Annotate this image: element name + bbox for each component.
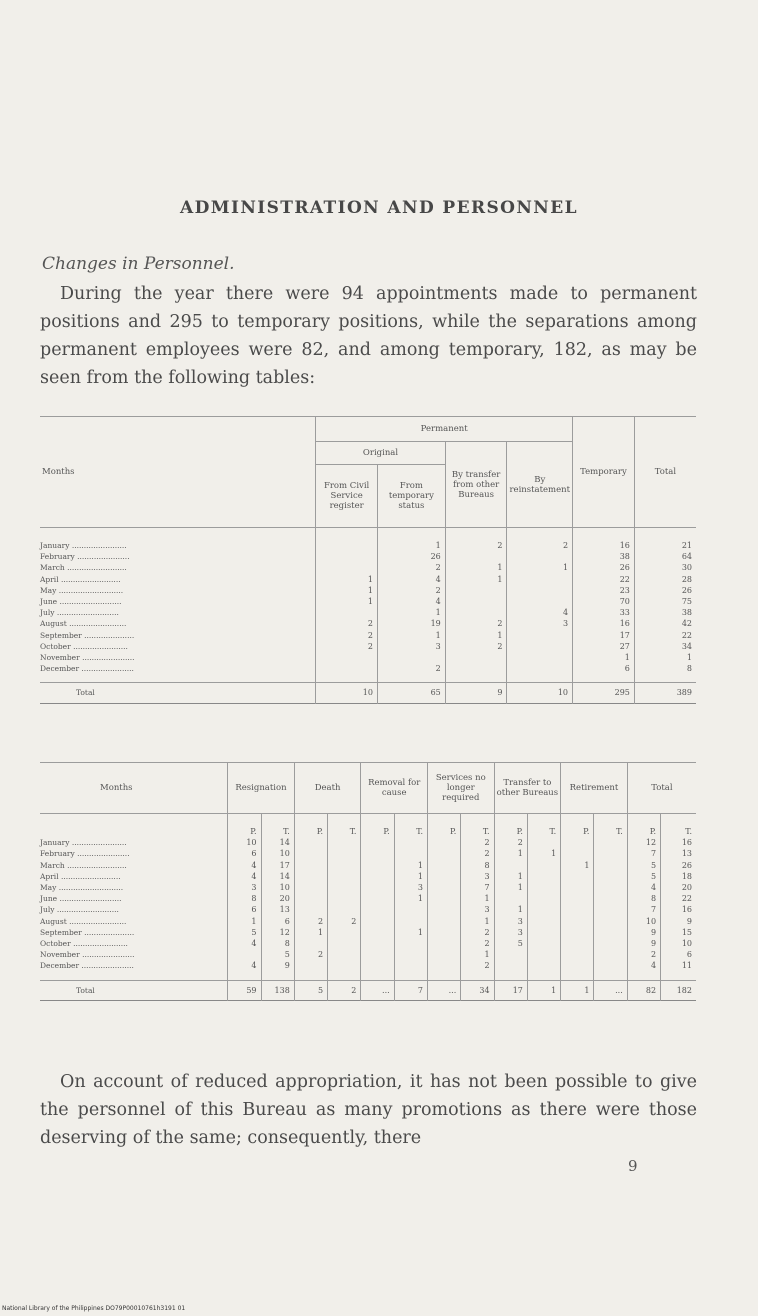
original-header: Original [316, 442, 445, 465]
services-p-column: P. [427, 814, 460, 981]
temporary-column: 16 38 26 22 23 70 33 16 17 27 1 6 [573, 528, 635, 683]
total-services-p: ... [427, 980, 460, 1000]
total-temp-status: 65 [377, 683, 445, 703]
month-list: January ....................... February ...................... March ......................... April ......................... May ........................... June .......................... July .......................... August ........................ September ..................... October ....................... November ...................... December ...................... [40, 838, 135, 971]
months-header: Months [40, 417, 316, 528]
permanent-header: Permanent [316, 417, 573, 442]
page-heading: ADMINISTRATION AND PERSONNEL [180, 198, 578, 218]
total-temporary: 295 [573, 683, 635, 703]
total-removal-p: ... [361, 980, 394, 1000]
transfer-t-column: T. 1 [527, 814, 560, 981]
total-services-t: 34 [461, 980, 494, 1000]
temporary-status-column: 1 26 2 4 2 4 1 19 1 3 2 [377, 528, 445, 683]
total-resignation-t: 138 [261, 980, 294, 1000]
reinstatement-column: 2 1 4 3 [507, 528, 573, 683]
total-label: Total [40, 980, 228, 1000]
group-header-resignation: Resignation [228, 763, 295, 814]
total-label: Total [40, 683, 316, 703]
total-p-column: P. 12 7 5 5 4 8 7 10 9 9 2 4 [627, 814, 660, 981]
death-t-column: T. 2 [328, 814, 361, 981]
total-resignation-p: 59 [228, 980, 261, 1000]
resignation-p-column: P. 10 6 4 4 3 8 6 1 5 4 4 [228, 814, 261, 981]
group-header-transfer: Transfer to other Bureaus [494, 763, 561, 814]
total-transfer-t: 1 [527, 980, 560, 1000]
total-death-t: 2 [328, 980, 361, 1000]
section-subheading: Changes in Personnel. [42, 254, 235, 274]
col-header-temporary-status: From temporary status [377, 465, 445, 528]
total-death-p: 5 [294, 980, 327, 1000]
removal-t-column: T. 1 1 3 1 1 [394, 814, 427, 981]
col-header-reinstatement: By reinstatement [507, 442, 573, 528]
total-civil: 10 [316, 683, 378, 703]
total-transfer: 9 [445, 683, 507, 703]
group-header-retirement: Retirement [561, 763, 628, 814]
total-reinstatement: 10 [507, 683, 573, 703]
transfer-column: 2 1 1 2 1 2 [445, 528, 507, 683]
month-list: January ....................... February ...................... March ......................... April ......................... May ........................... June .......................... July .......................... August ........................ September ..................... October ....................... November ...................... December ...................... [40, 541, 135, 674]
total-all: 389 [634, 683, 696, 703]
total-retirement-p: 1 [561, 980, 594, 1000]
retirement-t-column: T. [594, 814, 627, 981]
transfer-p-column: P. 2 1 1 1 1 3 3 5 [494, 814, 527, 981]
intro-paragraph: During the year there were 94 appointments made to permanent positions and 295 to temporary positions, while the separations among permanent employees were 82, and among temporary, 182, as may be seen from the following tables: [40, 284, 697, 388]
page-number: 9 [628, 1157, 638, 1175]
total-column: 21 64 30 28 26 75 38 42 22 34 1 8 [634, 528, 696, 683]
group-header-services: Services no longer required [427, 763, 494, 814]
group-header-total: Total [627, 763, 696, 814]
col-header-total: Total [634, 417, 696, 528]
col-header-civil-service: From Civil Service register [316, 465, 378, 528]
col-header-transfer: By transfer from other Bureaus [445, 442, 507, 528]
total-transfer-p: 17 [494, 980, 527, 1000]
months-header: Months [40, 763, 228, 814]
total-retirement-t: ... [594, 980, 627, 1000]
total-removal-t: 7 [394, 980, 427, 1000]
services-t-column: T. 2 2 8 3 7 1 3 1 2 2 1 2 [461, 814, 494, 981]
civil-service-column: 1 1 1 2 2 2 [316, 528, 378, 683]
separations-table [40, 762, 696, 1001]
total-p: 82 [627, 980, 660, 1000]
death-p-column: P. 2 1 2 [294, 814, 327, 981]
resignation-t-column: T. 14 10 17 14 10 20 13 6 12 8 5 9 [261, 814, 294, 981]
group-header-removal: Removal for cause [361, 763, 428, 814]
closing-paragraph: On account of reduced appropriation, it has not been possible to give the personnel of this Bureau as many promotions as there were those deserving of the same; consequently, there [40, 1072, 697, 1148]
group-header-death: Death [294, 763, 361, 814]
retirement-p-column: P. 1 [561, 814, 594, 981]
col-header-temporary: Temporary [573, 417, 635, 528]
total-t: 182 [661, 980, 696, 1000]
total-t-column: T. 16 13 26 18 20 22 16 9 15 10 6 11 [661, 814, 696, 981]
removal-p-column: P. [361, 814, 394, 981]
appointments-table [40, 416, 696, 704]
library-footer: National Library of the Philippines DO79P00010761h3191 01 [2, 1305, 186, 1312]
